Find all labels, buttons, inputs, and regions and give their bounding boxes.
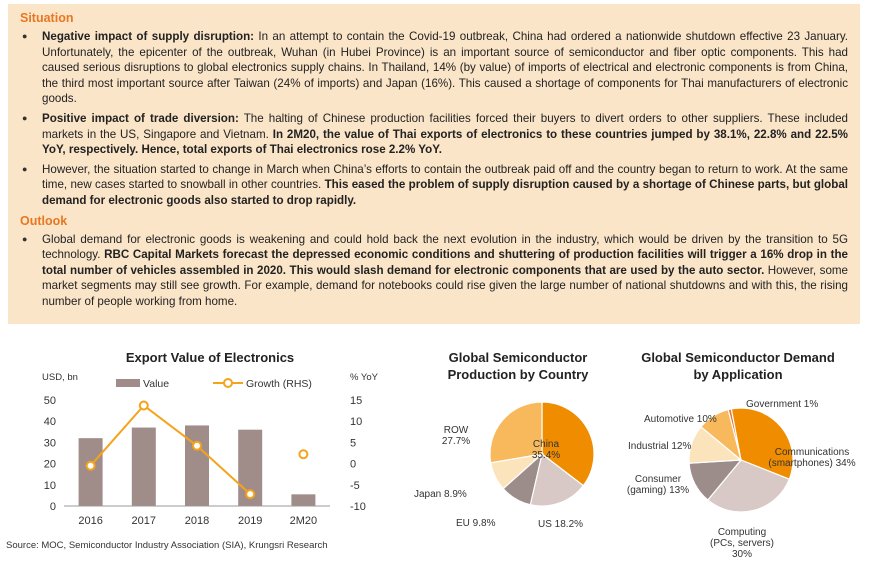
list-item: [20, 111, 848, 158]
slice-label: [627, 474, 689, 496]
bullet-text: In an attempt to contain the Covid-19 outbreak, China had ordered a nationwide shutdown effective 23 January. Unfortunately, the epicenter of the outbreak, Wuhan (in Hubei Province) is an important source of semiconductor and fiber optic components. This had caused serious disruptions to global electronics supply chains. In Thailand, 14% (by value) of imports of electrical and electronic components is from China, the third most important source after Taiwan (24% of imports) and Japan (16%). This caused a shortage of components for Thai manufacturers of electronic goods.: [42, 30, 848, 106]
commentary-panel: [8, 4, 860, 324]
bullet-emphasis: This eased the problem of supply disruption caused by a shortage of Chinese parts, but global demand for electronic goods also started to drop rapidly.: [42, 178, 848, 207]
outlook-list: [20, 232, 848, 310]
growth-point: [87, 462, 95, 470]
slice-label: [532, 439, 560, 461]
y-tick-label: 40: [43, 416, 56, 429]
slice-label: [710, 527, 774, 560]
slice-label: [768, 447, 855, 469]
growth-line: [91, 406, 251, 495]
situation-list: [20, 29, 848, 209]
chart-title-line: Global Semiconductor: [448, 350, 588, 365]
slice-label-line: 27.7%: [441, 436, 471, 447]
bullet-text: Global demand for electronic goods is weakening and could hold back the next evolution in the industry, which would be driven by the transition to 5G technology.: [42, 232, 848, 262]
chart-title-line: Global Semiconductor Demand: [641, 350, 835, 365]
bullet-emphasis: In 2M20, the value of Thai exports of electronics to these countries jumped by 38.1%, 22.8% and 22.5% YoY, respectively. Hence, total exports of Thai electronics rose 2.2% YoY.: [42, 127, 848, 157]
slice-label-line: (PCs, servers): [710, 538, 774, 549]
bullet-text: However, some market segments may still see growth. For example, demand for notebooks could rise given the large number of national shutdowns and with this, the rising number of people working from home.: [42, 263, 849, 308]
y-tick-label: 50: [43, 395, 56, 407]
x-tick-label: 2016: [78, 515, 103, 527]
bullet-text: However, the situation started to change in March when China’s efforts to contain the outbreak paid off and the country began to return to work. At the same time, new cases started to snowball in other countries.: [42, 162, 848, 192]
y2-axis-label: % YoY: [350, 372, 378, 383]
chart-title-demand: [628, 349, 848, 383]
slice-label: [414, 489, 467, 500]
bullet-lead: Positive impact of trade diversion:: [42, 111, 239, 125]
slice-label: [538, 519, 583, 530]
y-tick-label: 0: [49, 501, 56, 513]
y-axis-label: USD, bn: [42, 372, 78, 383]
slice-label-line: (gaming) 13%: [626, 485, 690, 496]
production-pie-chart: [400, 385, 620, 535]
slice-label-line: Consumer: [634, 474, 682, 485]
x-tick-label: 2017: [131, 515, 157, 527]
legend-swatch-value: [116, 379, 140, 387]
slice-label: [628, 441, 691, 452]
y2-tick-label: 0: [350, 458, 357, 471]
slice-label-line: EU 9.8%: [456, 518, 496, 529]
chart-title-line: by Application: [693, 367, 783, 382]
bar-value: [79, 438, 103, 506]
source-note: Source: MOC, Semiconductor Industry Association (SIA), Krungsri Research: [6, 540, 328, 551]
x-tick-label: 2019: [237, 515, 263, 527]
y-tick-label: 10: [43, 479, 56, 492]
bar-value: [185, 425, 209, 506]
x-tick-label: 2M20: [289, 515, 318, 527]
x-tick-label: 2018: [184, 515, 210, 527]
bar-value: [291, 494, 315, 506]
list-item: [20, 29, 848, 107]
bullet-text: The halting of Chinese production facilities forced their buyers to divert orders to other suppliers. These included markets in the US, Singapore and Vietnam.: [42, 111, 848, 141]
slice-label-line: Automotive 10%: [644, 414, 717, 425]
y2-tick-label: -10: [350, 501, 366, 513]
chart-title-line: Production by Country: [447, 367, 589, 382]
chart-title-production: [418, 349, 618, 383]
y-tick-label: 30: [43, 437, 56, 450]
growth-point: [246, 490, 254, 498]
slice-label: [456, 518, 496, 529]
slice-label: [442, 425, 470, 447]
legend-marker-growth: [224, 379, 232, 387]
growth-point: [193, 442, 201, 450]
export-chart: [0, 366, 400, 536]
slice-label-line: (smartphones) 34%: [768, 458, 856, 469]
slice-label-line: 35.4%: [531, 450, 561, 461]
y-tick-label: 20: [43, 458, 56, 471]
legend-label-value: Value: [143, 378, 170, 390]
y2-tick-label: 10: [350, 416, 363, 429]
chart-title-export: Export Value of Electronics: [125, 350, 295, 365]
slice-label-line: Japan 8.9%: [414, 489, 467, 500]
slice-label-line: Computing: [717, 527, 767, 538]
y2-tick-label: 15: [350, 395, 363, 407]
slice-label-line: Industrial 12%: [628, 441, 692, 452]
bullet-lead: Negative impact of supply disruption:: [42, 30, 255, 43]
section-title-situation: Situation: [20, 11, 74, 25]
demand-pie-chart: [620, 385, 870, 565]
section-title-outlook: Outlook: [20, 213, 68, 228]
y2-tick-label: -5: [350, 479, 360, 492]
list-item: [20, 162, 848, 209]
slice-label: [644, 414, 717, 425]
legend-label-growth: Growth (RHS): [246, 378, 312, 390]
slice-label-line: 30%: [731, 549, 753, 560]
slice-label-line: China: [532, 439, 560, 450]
slice-label-line: Government 1%: [746, 399, 819, 410]
slice-label: [746, 399, 818, 410]
slice-label-line: Communications: [774, 447, 850, 458]
list-item: [20, 232, 848, 310]
y2-tick-label: 5: [350, 437, 357, 450]
slice-label-line: US 18.2%: [538, 519, 584, 530]
growth-point: [140, 402, 148, 410]
slice-label-line: ROW: [443, 425, 469, 436]
bar-value: [132, 428, 156, 506]
bullet-emphasis: RBC Capital Markets forecast the depressed economic conditions and shuttering of production facilities will trigger a 16% drop in the total number of vehicles assembled in 2020. This would slash demand for electronic components that are used by the auto sector.: [42, 248, 848, 277]
growth-point: [299, 450, 307, 458]
